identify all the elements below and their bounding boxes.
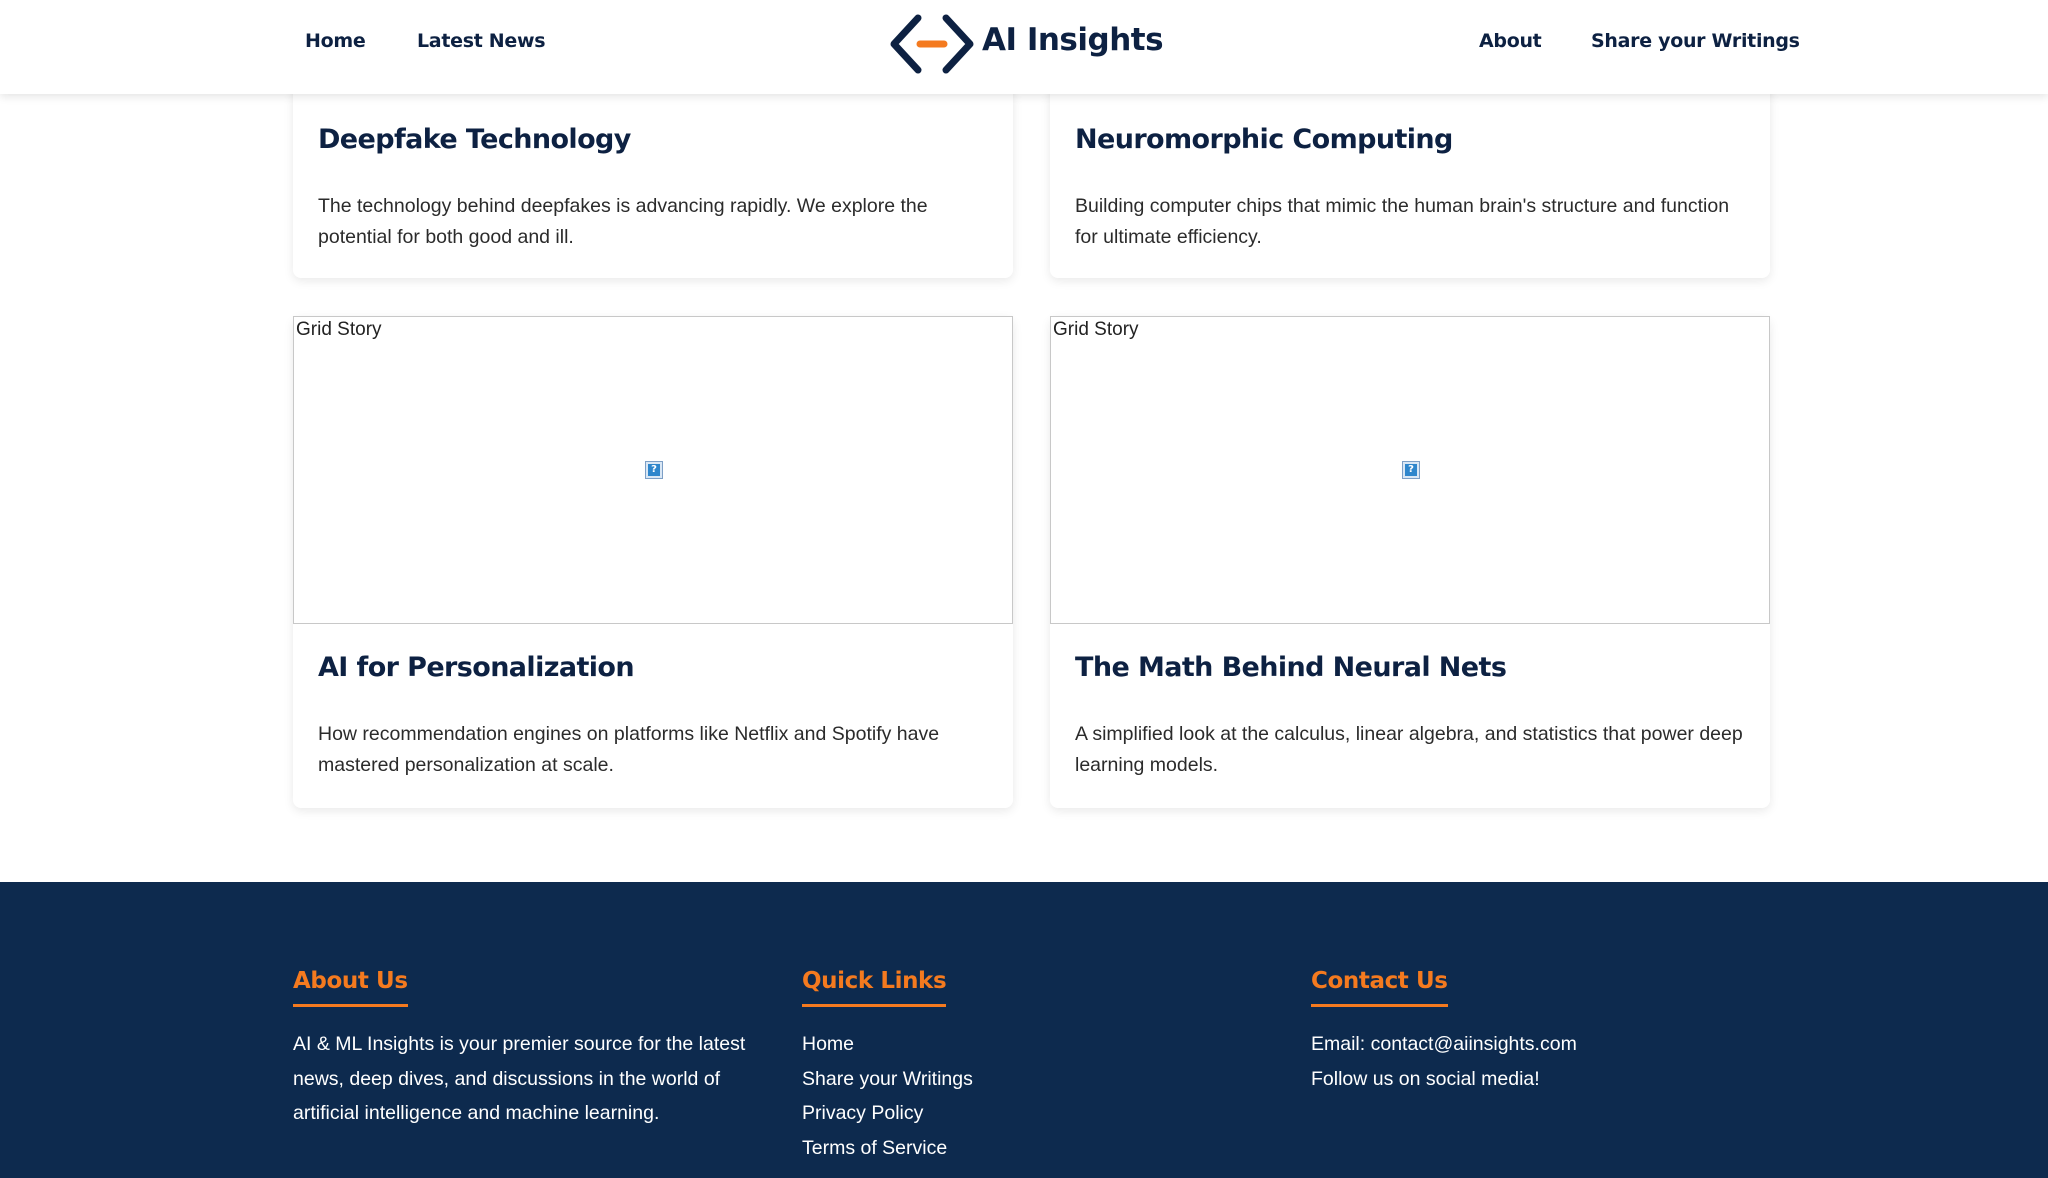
article-card[interactable] xyxy=(1050,316,1770,808)
card-title[interactable]: Neuromorphic Computing xyxy=(1075,124,1453,155)
code-brackets-icon xyxy=(890,14,974,76)
image-alt-text: Grid Story xyxy=(1053,319,1139,340)
footer-quick-links-heading: Quick Links xyxy=(802,968,946,1007)
card-title[interactable]: Deepfake Technology xyxy=(318,124,631,155)
footer-contact-email[interactable]: Email: contact@aiinsights.com xyxy=(1311,1033,1577,1055)
image-alt-text: Grid Story xyxy=(296,319,382,340)
card-description: Building computer chips that mimic the human brain's structure and function for ultimate efficiency. xyxy=(1075,195,1730,248)
footer-contact-heading: Contact Us xyxy=(1311,968,1448,1007)
footer-about-text: AI & ML Insights is your premier source for the latest news, deep dives, and discussions in the world of artificial intelligence and machine learning. xyxy=(293,1033,746,1124)
footer-social-text: Follow us on social media! xyxy=(1311,1067,1540,1090)
broken-image-icon: ? xyxy=(1402,461,1420,479)
card-description: The technology behind deepfakes is advancing rapidly. We explore the potential for both good and ill. xyxy=(318,195,928,248)
footer-link-share-writings[interactable]: Share your Writings xyxy=(802,1067,973,1090)
footer-link-home[interactable]: Home xyxy=(802,1033,855,1055)
nav-share-writings-link[interactable]: Share your Writings xyxy=(1591,30,1800,52)
nav-home-link[interactable]: Home xyxy=(305,30,366,52)
article-card[interactable] xyxy=(293,316,1013,808)
nav-about-link[interactable]: About xyxy=(1479,30,1542,52)
logo-text: AI Insights xyxy=(982,22,1164,58)
card-title[interactable]: The Math Behind Neural Nets xyxy=(1075,652,1507,683)
nav-latest-news-link[interactable]: Latest News xyxy=(417,30,546,52)
card-description: How recommendation engines on platforms like Netflix and Spotify have mastered personalization at scale. xyxy=(318,723,940,776)
footer-contact-section xyxy=(1311,968,1761,1096)
footer-link-privacy-policy[interactable]: Privacy Policy xyxy=(802,1102,924,1124)
card-title[interactable]: AI for Personalization xyxy=(318,652,635,683)
broken-image-icon: ? xyxy=(645,461,663,479)
footer-about-heading: About Us xyxy=(293,968,408,1007)
card-image[interactable] xyxy=(1050,316,1770,624)
footer-quick-links-section xyxy=(802,968,1202,1165)
card-description: A simplified look at the calculus, linear algebra, and statistics that power deep learning models. xyxy=(1075,723,1743,776)
card-image[interactable] xyxy=(293,316,1013,624)
footer-about-section xyxy=(293,968,763,1131)
site-header xyxy=(0,0,2048,94)
site-logo[interactable] xyxy=(890,10,1164,78)
site-footer xyxy=(0,882,2048,1178)
footer-link-terms-of-service[interactable]: Terms of Service xyxy=(802,1136,948,1159)
